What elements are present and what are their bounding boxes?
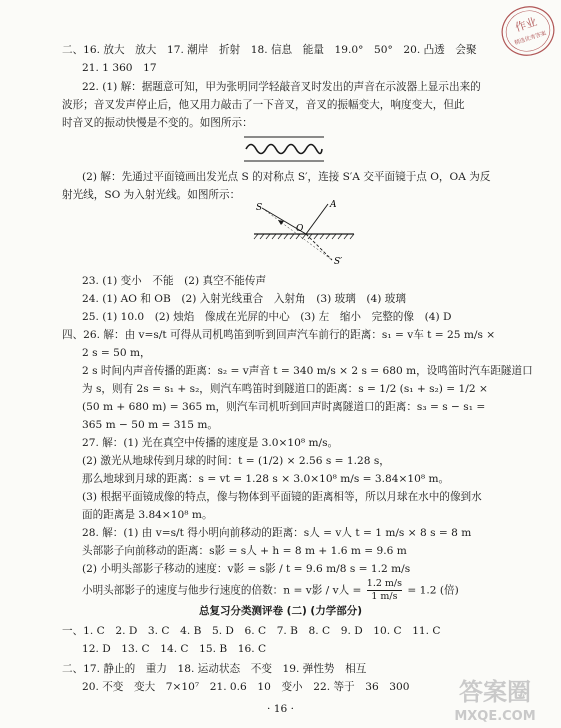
q26-line2: 2 s = 50 m， bbox=[82, 347, 151, 359]
s1-line1: 一、1. C 2. D 3. C 4. B 5. D 6. C 7. B 8. C 9. D 10. C 11. C bbox=[62, 625, 441, 637]
q28-line2: 头部影子向前移动的距离：s影 = s人 + h = 8 m + 1.6 m = 9.6 m bbox=[82, 545, 407, 557]
waveform-figure bbox=[242, 136, 326, 162]
q26-line5: (50 m + 680 m) = 365 m，则汽车司机听到回声时离隧道口的距离：s₃ = s − s₁ = bbox=[82, 401, 486, 413]
label-A: A bbox=[330, 200, 337, 210]
mirror-figure bbox=[250, 198, 360, 270]
stamp-line2: 精选优秀答案 bbox=[513, 30, 548, 47]
q28-line3: (2) 小明头部影子移动的速度：v影 = s影 / t = 9.6 m/8 s = 1.2 m/s bbox=[82, 563, 411, 575]
stamp-line1: 作业 bbox=[513, 15, 539, 35]
q24: 24. (1) AO 和 OB (2) 入射光线重合 入射角 (3) 玻璃 (4) 玻璃 bbox=[82, 293, 406, 305]
page-number: · 16 · bbox=[267, 703, 294, 715]
label-O: O bbox=[296, 224, 304, 234]
s2-line2: 21. 1 360 17 bbox=[82, 62, 157, 74]
q27-line5: 面的距离是 3.84×10⁸ m。 bbox=[82, 509, 213, 521]
q28-line4 bbox=[82, 578, 459, 603]
watermark-line1: 答案圈 bbox=[459, 678, 531, 706]
q26-line6: 365 m − 50 m = 315 m。 bbox=[82, 419, 218, 431]
s1-line2: 12. D 13. C 14. C 15. B 16. C bbox=[82, 643, 267, 655]
homework-stamp bbox=[493, 0, 561, 65]
q23: 23. (1) 变小 不能 (2) 真空不能传声 bbox=[82, 275, 267, 287]
q26-line3: 2 s 时间内声音传播的距离：s₂ = v声音 t = 340 m/s × 2 s = 680 m，设鸣笛时汽车距隧道口 bbox=[82, 365, 533, 377]
q26-line1: 四、26. 解：由 v=s/t 可得从司机鸣笛到听到回声汽车前行的距离：s₁ = v车 t = 25 m/s × bbox=[62, 329, 496, 341]
q22-line2: 波形；音叉发声停止后，他又用力敲击了一下音叉，音叉的振幅变大，响度变大，但此 bbox=[62, 99, 465, 111]
q28-line4-pre: 小明头部影子的速度与他步行速度的倍数：n = v影 / v人 = bbox=[82, 584, 362, 597]
q28-fraction-den: 1 m/s bbox=[371, 591, 398, 602]
q22-2-line2: 射光线，SO 为入射光线。如图所示： bbox=[62, 189, 241, 201]
s2-line1: 二、16. 放大 放大 17. 潮岸 折射 18. 信息 能量 19.0° 50° 20. 凸透 会聚 bbox=[62, 44, 477, 56]
q28-line4-post: = 1.2 (倍) bbox=[407, 584, 459, 597]
watermark bbox=[432, 672, 558, 724]
q25: 25. (1) 10.0 (2) 烛焰 像成在光屏的中心 (3) 左 缩小 完整的像 (4) D bbox=[82, 311, 452, 323]
q22-line3: 时音叉的振动快慢是不变的。如图所示： bbox=[62, 117, 253, 129]
review-title: 总复习分类测评卷 (二) (力学部分) bbox=[198, 605, 362, 617]
q27-line4: (3) 根据平面镜成像的特点，像与物体到平面镜的距离相等，所以月球在水中的像到水 bbox=[82, 491, 482, 503]
label-S-prime: S′ bbox=[334, 257, 343, 267]
q26-line4: 为 s，则有 2s = s₁ + s₂，则汽车鸣笛时到隧道口的距离：s = 1/2 (s₁ + s₂) = 1/2 × bbox=[82, 383, 488, 395]
label-S: S bbox=[256, 203, 263, 213]
q27-line3: 那么地球到月球的距离：s = vt = 1.28 s × 3.0×10⁸ m/s = 3.84×10⁸ m。 bbox=[82, 473, 450, 485]
virtual-ray bbox=[306, 234, 332, 260]
q28-fraction bbox=[367, 578, 402, 603]
q27-line1: 27. 解：(1) 光在真空中传播的速度是 3.0×10⁸ m/s。 bbox=[82, 437, 339, 449]
s2b-line1: 二、17. 静止的 重力 18. 运动状态 不变 19. 弹性势 相互 bbox=[62, 663, 367, 675]
q22-line1: 22. (1) 解：据题意可知，甲为张明同学轻敲音叉时发出的声音在示波器上显示出来的 bbox=[82, 81, 481, 93]
q27-line2: (2) 激光从地球传到月球的时间：t = (1/2) × 2.56 s = 1.28 s， bbox=[82, 455, 390, 467]
q22-2-line1: (2) 解：先通过平面镜画出发光点 S 的对称点 S′，连接 S′A 交平面镜于点 O，OA 为反 bbox=[82, 171, 491, 183]
watermark-line2: MXQE.COM bbox=[454, 709, 536, 724]
waveform-curve bbox=[246, 145, 322, 154]
s2b-line2: 20. 不变 变大 7×10⁷ 21. 0.6 10 变小 22. 等于 36 300 bbox=[82, 681, 410, 693]
reflected-ray bbox=[306, 204, 328, 234]
mirror-hatching bbox=[254, 234, 354, 239]
q28-line1: 28. 解：(1) 由 v=s/t 得小明向前移动的距离：s人 = v人 t = 1 m/s × 8 s = 8 m bbox=[82, 527, 472, 539]
q28-fraction-num: 1.2 m/s bbox=[366, 578, 403, 589]
